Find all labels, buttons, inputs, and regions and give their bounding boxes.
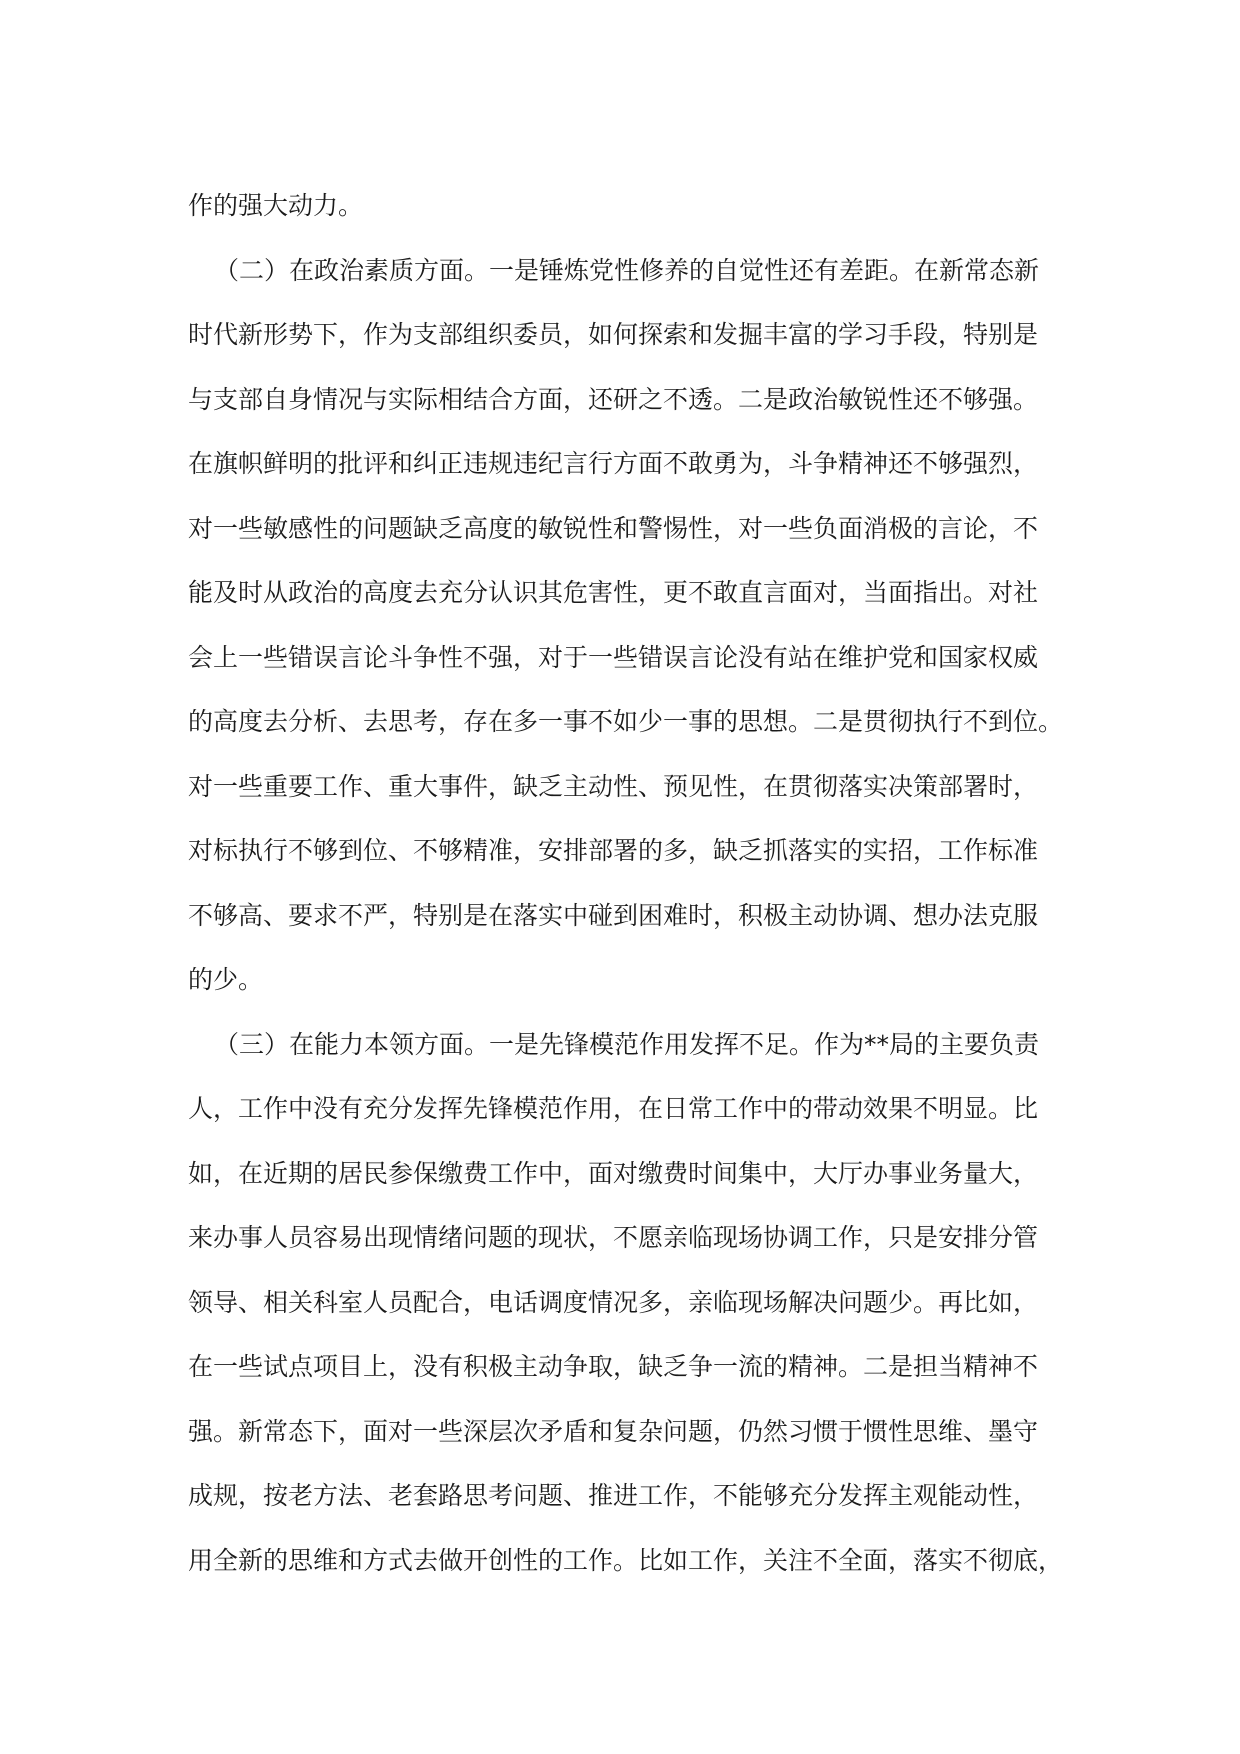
text-line: 在一些试点项目上，没有积极主动争取，缺乏争一流的精神。二是担当精神不 (188, 1352, 1039, 1381)
text-line: 会上一些错误言论斗争性不强，对于一些错误言论没有站在维护党和国家权威 (188, 642, 1039, 672)
text-line: 的少。 (188, 965, 264, 994)
text-line: 强。新常态下，面对一些深层次矛盾和复杂问题，仍然习惯于惯性思维、墨守 (188, 1416, 1039, 1446)
text-line: 时代新形势下，作为支部组织委员，如何探索和发掘丰富的学习手段，特别是 (188, 320, 1039, 349)
text-line: 领导、相关科室人员配合，电话调度情况多，亲临现场解决问题少。再比如， (188, 1287, 1039, 1317)
text-line: 人，工作中没有充分发挥先锋模范作用，在日常工作中的带动效果不明显。比 (188, 1094, 1039, 1123)
text-line: 对一些重要工作、重大事件，缺乏主动性、预见性，在贯彻落实决策部署时， (188, 771, 1039, 801)
paragraph-heading-line: （二）在政治素质方面。一是锤炼党性修养的自觉性还有差距。在新常态新 (214, 255, 1040, 285)
paragraph-heading-line: （三）在能力本领方面。一是先锋模范作用发挥不足。作为**局的主要负责 (214, 1029, 1040, 1059)
text-line: 在旗帜鲜明的批评和纠正违规违纪言行方面不敢勇为，斗争精神还不够强烈， (188, 449, 1039, 478)
text-line: 用全新的思维和方式去做开创性的工作。比如工作，关注不全面，落实不彻底， (188, 1545, 1064, 1575)
text-line: 对标执行不够到位、不够精准，安排部署的多，缺乏抓落实的实招，工作标准 (188, 836, 1039, 865)
text-line: 来办事人员容易出现情绪问题的现状，不愿亲临现场协调工作，只是安排分管 (188, 1223, 1039, 1252)
body-text (188, 174, 1088, 1593)
text-line: 能及时从政治的高度去充分认识其危害性，更不敢直言面对，当面指出。对社 (188, 578, 1039, 607)
text-line: 对一些敏感性的问题缺乏高度的敏锐性和警惕性，对一些负面消极的言论，不 (188, 513, 1039, 543)
text-line: 与支部自身情况与实际相结合方面，还研之不透。二是政治敏锐性还不够强。 (188, 384, 1039, 414)
text-line: 作的强大动力。 (188, 191, 364, 220)
text-line: 不够高、要求不严，特别是在落实中碰到困难时，积极主动协调、想办法克服 (188, 900, 1039, 930)
text-line: 如，在近期的居民参保缴费工作中，面对缴费时间集中，大厅办事业务量大， (188, 1158, 1039, 1188)
text-line: 成规，按老方法、老套路思考问题、推进工作，不能够充分发挥主观能动性， (188, 1481, 1039, 1510)
text-line: 的高度去分析、去思考，存在多一事不如少一事的思想。二是贯彻执行不到位。 (188, 707, 1064, 736)
